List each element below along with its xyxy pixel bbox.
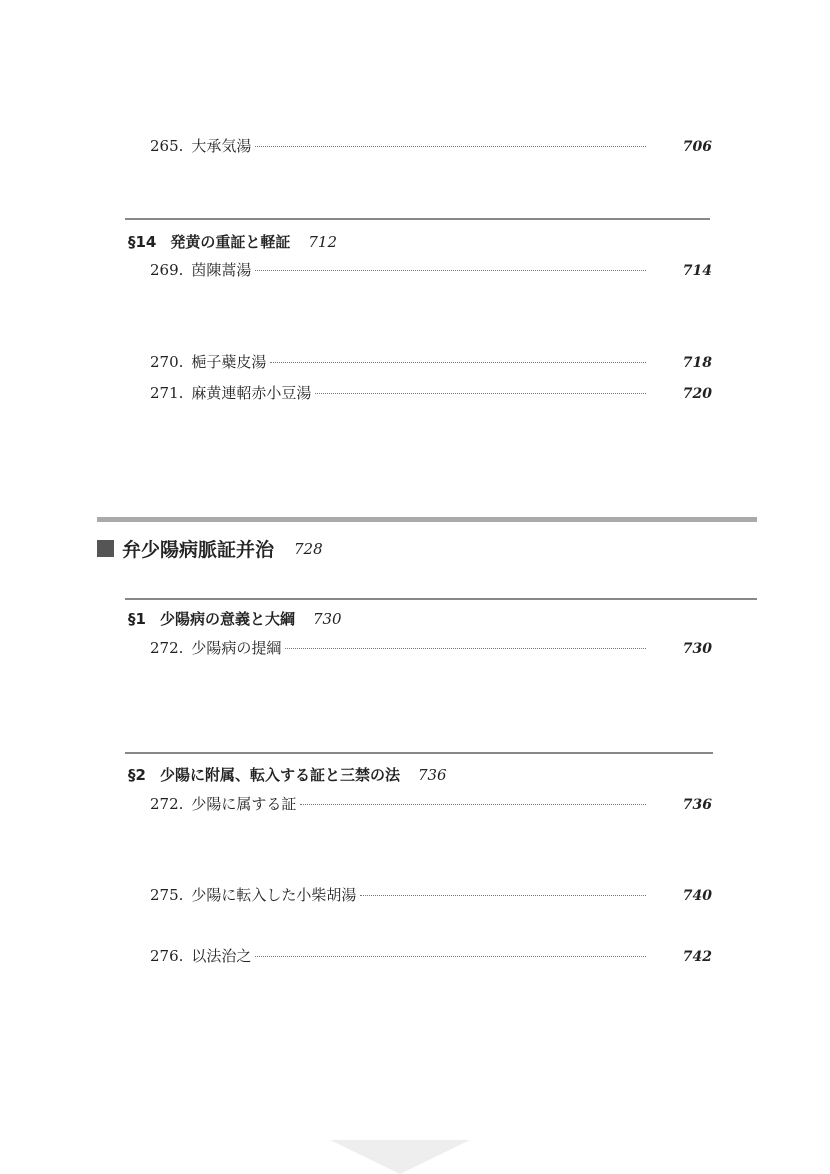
entry-number: 272.	[150, 639, 184, 657]
toc-entry[interactable]	[150, 637, 712, 658]
toc-entry[interactable]	[150, 259, 712, 280]
dot-leader	[270, 362, 646, 363]
entry-page: 718	[682, 355, 712, 371]
section-title: 発黄の重証と軽証	[170, 233, 291, 251]
dot-leader	[285, 648, 646, 649]
entry-page: 740	[682, 888, 712, 904]
section-mark: §2	[128, 766, 146, 784]
entry-page: 714	[682, 263, 712, 279]
toc-entry[interactable]	[150, 793, 712, 814]
section-mark: §14	[128, 233, 157, 251]
entry-page: 730	[682, 641, 712, 657]
entry-number: 272.	[150, 795, 184, 813]
entry-title: 以法治之	[191, 947, 252, 965]
section-heading-14[interactable]	[128, 231, 337, 252]
chapter-page: 728	[294, 539, 323, 558]
entry-number: 271.	[150, 384, 184, 402]
entry-title: 茵陳蒿湯	[191, 261, 252, 279]
dot-leader	[360, 895, 646, 896]
section-heading-1[interactable]	[128, 608, 342, 629]
entry-page: 720	[682, 386, 712, 402]
entry-page: 736	[682, 797, 712, 813]
entry-number: 269.	[150, 261, 184, 279]
entry-page: 742	[682, 949, 712, 965]
entry-number: 275.	[150, 886, 184, 904]
section-divider	[125, 752, 713, 754]
entry-number: 270.	[150, 353, 184, 371]
section-divider	[125, 218, 710, 220]
entry-number: 276.	[150, 947, 184, 965]
dot-leader	[255, 956, 646, 957]
section-heading-2[interactable]	[128, 764, 447, 785]
page-edge-shadow	[330, 1140, 470, 1174]
chapter-heading[interactable]	[97, 535, 323, 562]
toc-entry[interactable]	[150, 135, 712, 156]
section-title: 少陽病の意義と大綱	[159, 610, 295, 628]
section-page: 712	[308, 233, 338, 251]
entry-page: 706	[682, 139, 712, 155]
square-bullet-icon	[97, 540, 114, 557]
section-mark: §1	[128, 610, 146, 628]
dot-leader	[255, 270, 646, 271]
dot-leader	[255, 146, 646, 147]
entry-title: 麻黄連軺赤小豆湯	[191, 384, 312, 402]
toc-entry[interactable]	[150, 884, 712, 905]
toc-entry[interactable]	[150, 382, 712, 403]
entry-number: 265.	[150, 137, 184, 155]
section-divider	[125, 598, 757, 600]
entry-title: 少陽病の提綱	[191, 639, 282, 657]
entry-title: 大承気湯	[191, 137, 252, 155]
section-page: 730	[312, 610, 342, 628]
toc-entry[interactable]	[150, 351, 712, 372]
entry-title: 梔子蘗皮湯	[191, 353, 267, 371]
entry-title: 少陽に属する証	[191, 795, 297, 813]
dot-leader	[315, 393, 646, 394]
section-page: 736	[417, 766, 447, 784]
chapter-title: 弁少陽病脈証并治	[122, 539, 275, 561]
entry-title: 少陽に転入した小柴胡湯	[191, 886, 357, 904]
toc-entry[interactable]	[150, 945, 712, 966]
section-title: 少陽に附属、転入する証と三禁の法	[159, 766, 400, 784]
chapter-divider	[97, 517, 757, 522]
dot-leader	[300, 804, 646, 805]
